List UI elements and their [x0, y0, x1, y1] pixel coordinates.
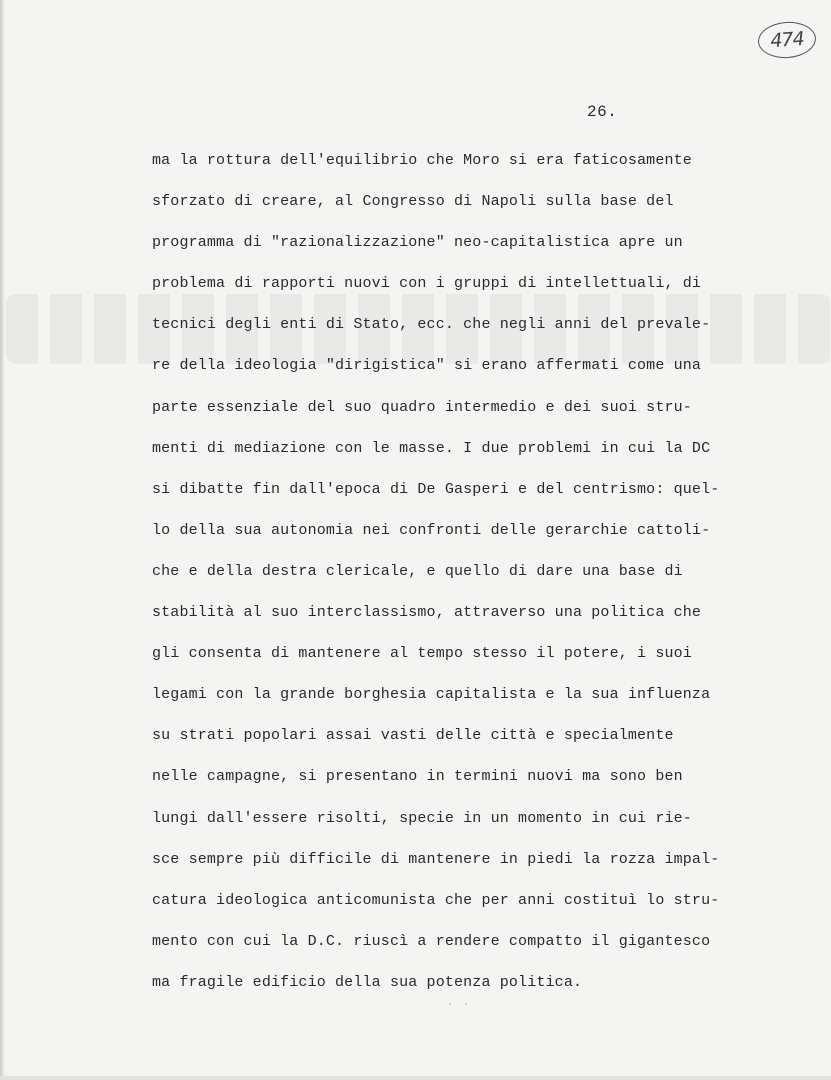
archive-stamp-label: 474	[769, 27, 805, 53]
text-line: tecnici degli enti di Stato, ecc. che negli anni del prevale-	[152, 316, 711, 334]
text-line: parte essenziale del suo quadro intermedio e dei suoi stru-	[152, 398, 692, 416]
text-line: catura ideologica anticomunista che per anni costituì lo stru-	[152, 891, 720, 909]
text-line: re della ideologia "dirigistica" si erano affermati come una	[152, 357, 702, 375]
text-line: che e della destra clericale, e quello di dare una base di	[152, 562, 683, 580]
text-line: ma fragile edificio della sua potenza politica.	[152, 973, 583, 991]
text-line: problema di rapporti nuovi con i gruppi di intellettuali, di	[152, 275, 702, 293]
text-line: legami con la grande borghesia capitalista e la sua influenza	[152, 686, 711, 704]
page-number: 26.	[587, 103, 618, 121]
page-bottom-edge	[0, 1076, 831, 1080]
text-line: menti di mediazione con le masse. I due problemi in cui la DC	[152, 439, 711, 457]
text-line: lungi dall'essere risolti, specie in un momento in cui rie-	[152, 809, 692, 827]
text-line: su strati popolari assai vasti delle città e specialmente	[152, 727, 674, 745]
text-line: stabilità al suo interclassismo, attraverso una politica che	[152, 604, 702, 622]
text-line: nelle campagne, si presentano in termini nuovi ma sono ben	[152, 768, 683, 786]
text-line: mento con cui la D.C. riuscì a rendere compatto il gigantesco	[152, 932, 711, 950]
text-line: gli consenta di mantenere al tempo stesso il potere, i suoi	[152, 645, 692, 663]
ink-smudge: · ·	[447, 1000, 472, 1011]
text-line: sforzato di creare, al Congresso di Napoli sulla base del	[152, 193, 674, 211]
text-line: sce sempre più difficile di mantenere in piedi la rozza impal-	[152, 850, 720, 868]
text-line: programma di "razionalizzazione" neo-capitalistica apre un	[152, 234, 683, 252]
text-line: lo della sua autonomia nei confronti delle gerarchie cattoli-	[152, 521, 711, 539]
text-line: si dibatte fin dall'epoca di De Gasperi e del centrismo: quel-	[152, 480, 720, 498]
archive-stamp	[757, 20, 817, 60]
typed-paragraph	[152, 150, 792, 1013]
text-line: ma la rottura dell'equilibrio che Moro si era faticosamente	[152, 152, 692, 169]
page-edge-shadow	[0, 0, 5, 1080]
